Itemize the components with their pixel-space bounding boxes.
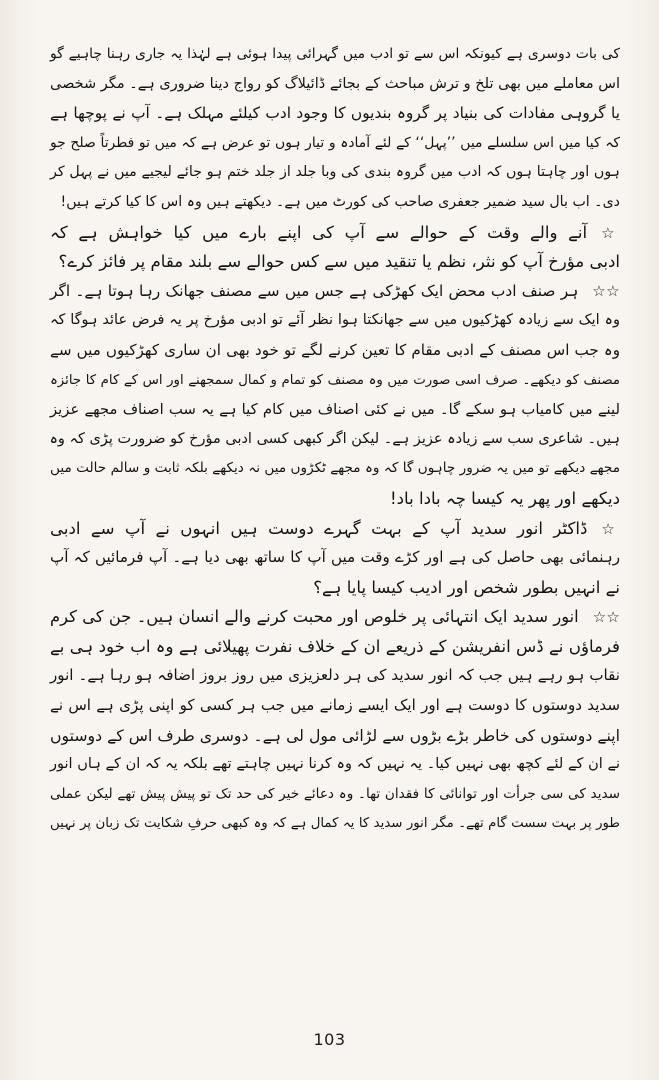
- text-line: نے انہیں بطور شخص اور ادیب کیسا پایا ہے؟: [313, 577, 620, 597]
- double-star-icon: ☆☆: [592, 608, 620, 627]
- text-line: وہ ایک سے زیادہ کھڑکیوں میں سے جھانکتا ہوا نظر آئے تو ادبی مؤرخ پر یہ فرض عائد ہوگا کہ: [50, 312, 620, 329]
- page-number: 103: [313, 1030, 346, 1049]
- text-line: طور پر بہت سست گام تھے۔ مگر انور سدید کا یہ کمال ہے کہ وہ کبھی حرفِ شکایت تک زبان پر نہیں: [50, 816, 620, 832]
- star-icon: ☆: [601, 223, 621, 242]
- text-line: دیکھے اور پھر یہ کیسا چہ بادا باد!: [389, 488, 620, 508]
- text-line: ہیں۔ شاعری سب سے زیادہ عزیز ہے۔ لیکن اگر کبھی کسی ادبی مؤرخ کو ضرورت پڑی کہ وہ: [49, 430, 620, 447]
- text-line: کی بات دوسری ہے کیونکہ اس سے تو ادب میں گہرائی پیدا ہوئی ہے لہٰذا یہ جاری رہنا چاہیے گو: [50, 46, 620, 62]
- text-line: فرماؤں نے ڈس انفریشن کے ذریعے ان کے خلاف نفرت پھیلائی ہے وہ اب خود ہی بے: [50, 636, 620, 656]
- text-line: اس معاملے میں بھی تلخ و ترش مباحث کے بجائے ڈائیلاگ کو رواج دینا ضروری ہے۔ مگر شخصی: [50, 75, 620, 92]
- double-star-icon: ☆☆: [592, 281, 620, 300]
- text-line: رہنمائی بھی حاصل کی ہے اور کڑے وقت میں آپ کا ساتھ بھی دیا ہے۔ آپ فرمائیں کہ آپ: [50, 548, 620, 567]
- page-body-text: [50, 40, 620, 839]
- text-line: ادبی مؤرخ آپ کو نثر، نظم یا تنقید میں سے کس حوالے سے بلند مقام پر فائز کرے؟: [58, 252, 620, 272]
- text-line: وہ جب اس مصنف کے ادبی مقام کا تعین کرنے لگے تو خود بھی ان ساری کھڑکیوں میں سے: [50, 340, 620, 359]
- text-line: نقاب ہو رہے ہیں جب کہ انور سدید کی ہر دلعزیزی میں روز بروز اضافہ ہو رہا ہے۔ انور: [50, 666, 620, 685]
- text-line: اپنے دوستوں کی خاطر بڑے بڑوں سے لڑائی مول لی ہے۔ دوسری طرف اس کے دوستوں: [50, 725, 620, 745]
- text-line: مجھے دیکھے تو میں یہ ضرور چاہوں گا کہ وہ مجھے ٹکڑوں میں نہ دیکھے بلکہ ثابت و سالم حالت میں: [50, 460, 620, 477]
- star-icon: ☆: [601, 519, 621, 538]
- text-line: لینے میں کامیاب ہو سکے گا۔ میں نے کئی اصناف میں کام کیا ہے یہ سب اصناف مجھے عزیز: [50, 401, 620, 419]
- text-line: سدید کی سی جرأت اور توانائی کا فقدان تھا۔ وہ دعائے خیر کی حد تک تو پیش پیش تھے لیکن عملی: [50, 785, 620, 802]
- answer-line: ☆☆ہر صنف ادب محض ایک کھڑکی ہے جس میں سے مصنف جھانک رہا ہوتا ہے۔ اگر: [50, 281, 620, 300]
- text-line: سدید دوستوں کا دوست ہے اور ایک ایسے زمانے میں جب ہر کسی کو اپنی پڑی ہے اس نے: [50, 696, 620, 715]
- question-line: ☆ڈاکٹر انور سدید آپ کے بہت گہرے دوست ہیں انہوں نے آپ سے ادبی: [50, 518, 621, 538]
- text-line: مصنف کو دیکھے۔ صرف اسی صورت میں وہ مصنف کو تمام و کمال سمجھنے اور اس کے کام کا جائزہ: [50, 372, 620, 388]
- text-line: ہوں اور چاہتا ہوں کہ ادب میں گروہ بندی کی وبا جلد از جلد ختم ہو جائے لیجیے میں نے پہل کر: [50, 164, 620, 181]
- text-line: دی۔ اب بال سید ضمیر جعفری صاحب کی کورٹ میں ہے۔ دیکھتے ہیں وہ اس کا کیا کرتے ہیں!: [60, 193, 620, 210]
- question-line: ☆آنے والے وقت کے حوالے سے آپ کی اپنے بارے میں کیا خواہش ہے کہ: [50, 222, 621, 242]
- answer-line: ☆☆انور سدید ایک انتہائی پر خلوص اور محبت کرنے والے انسان ہیں۔ جن کی کرم: [50, 607, 620, 627]
- text-line: نے ان کے لئے کچھ بھی نہیں کیا۔ یہ نہیں کہ وہ کرنا نہیں چاہتے تھے بلکہ یہ کہ ان کے ہاں انور: [50, 756, 620, 773]
- text-line: یا گروہی مفادات کی بنیاد پر گروہ بندیوں کا وجود ادب کیلئے مہلک ہے۔ آپ نے پوچھا ہے: [50, 104, 620, 123]
- text-line: کہ کیا میں اس سلسلے میں ’’پہل‘‘ کے لئے آمادہ و تیار ہوں تو عرض ہے کہ میں تو فطرتاً صلح جو: [50, 134, 620, 151]
